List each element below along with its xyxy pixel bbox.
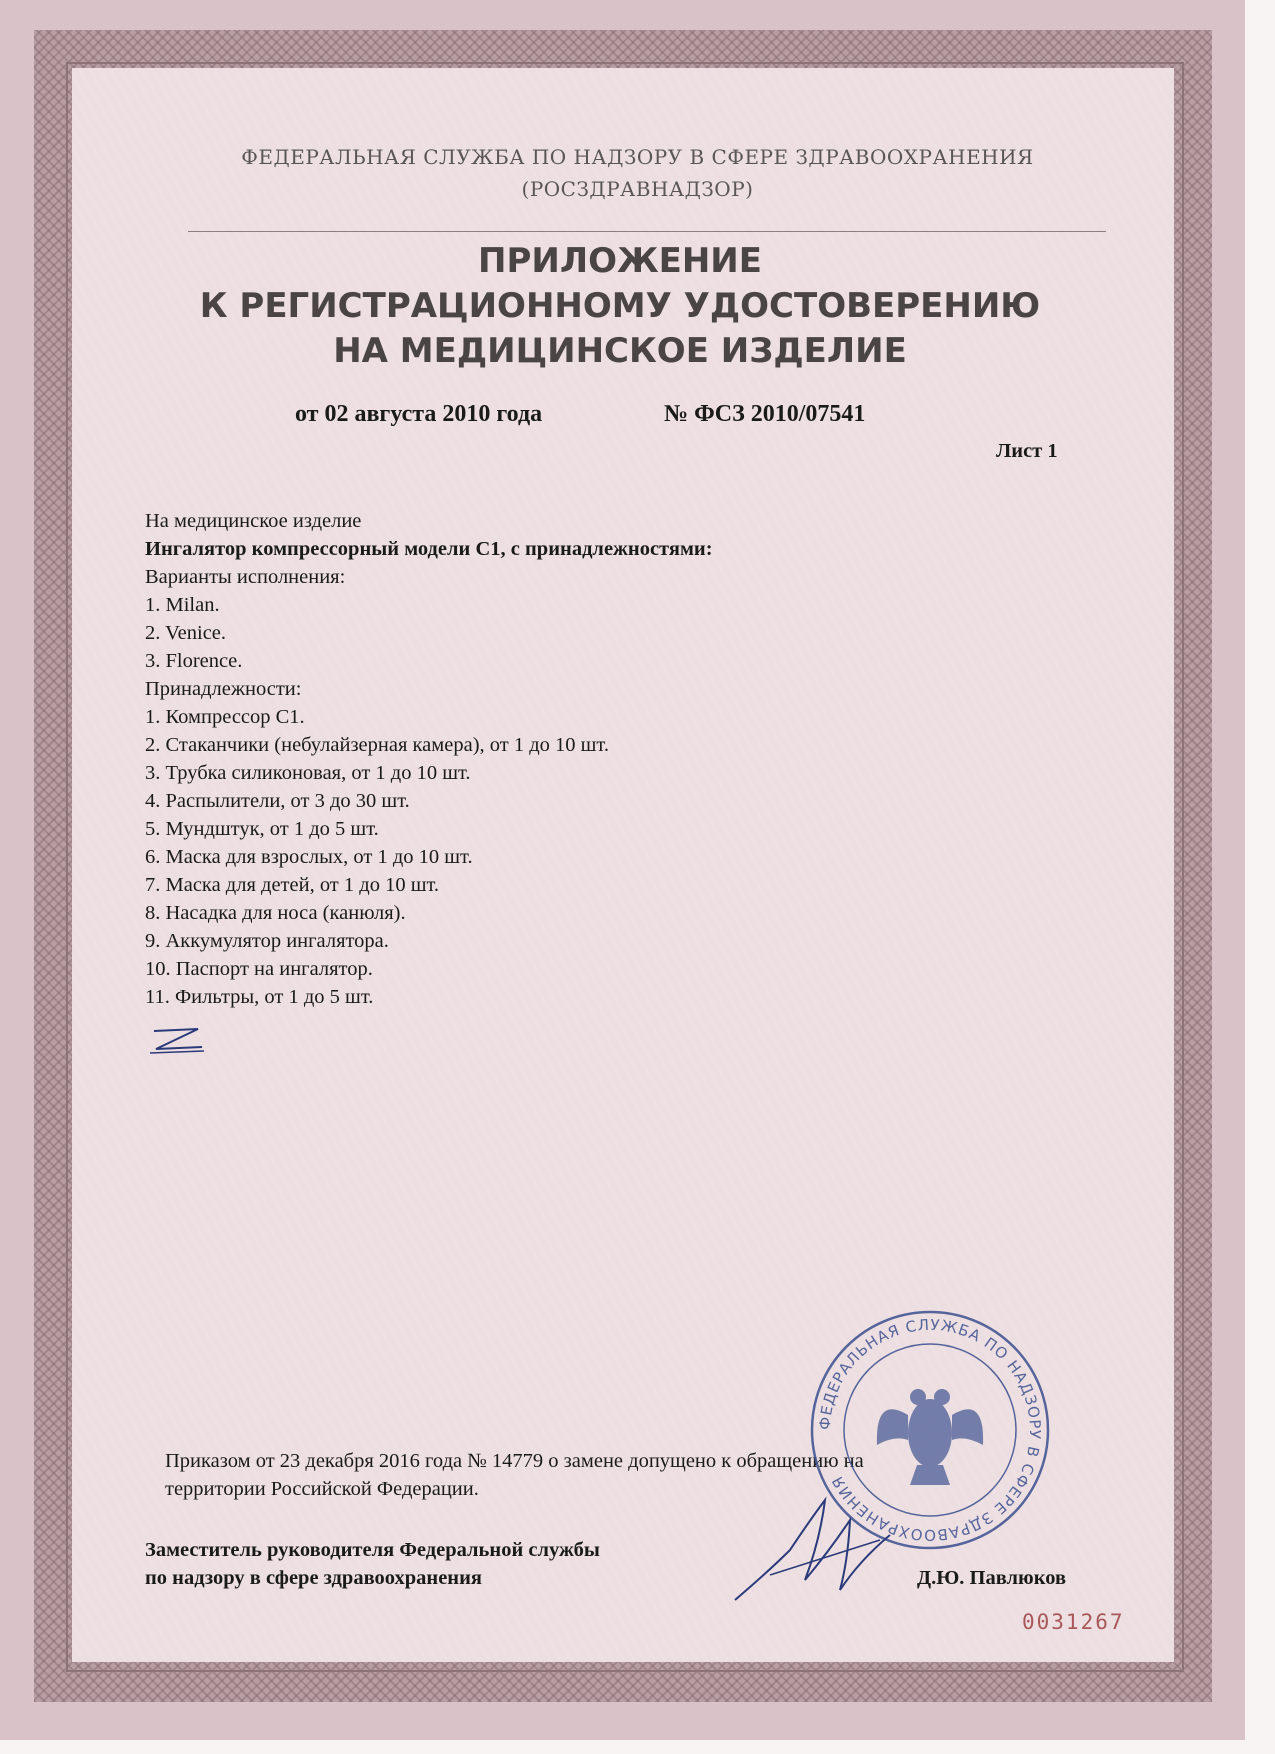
accessory-item: 8. Насадка для носа (канюля).	[145, 902, 406, 924]
signer-title-line-2: по надзору в сфере здравоохранения	[145, 1567, 483, 1589]
eagle-emblem-icon	[877, 1389, 983, 1485]
signer-title-line-1: Заместитель руководителя Федеральной службы	[145, 1539, 600, 1561]
serial-number: 0031267	[1022, 1610, 1125, 1634]
pen-end-mark	[148, 1025, 208, 1057]
accessory-item: 7. Маска для детей, от 1 до 10 шт.	[145, 874, 440, 896]
accessory-item: 11. Фильтры, от 1 до 5 шт.	[145, 986, 374, 1008]
registration-date: от 02 августа 2010 года	[295, 401, 543, 427]
document-title-line-2: К РЕГИСТРАЦИОННОМУ УДОСТОВЕРЕНИЮ	[199, 286, 1041, 326]
accessory-item: 9. Аккумулятор ингалятора.	[145, 930, 389, 952]
order-text-line-1: Приказом от 23 декабря 2016 года № 14779 о замене допущено к обращению на	[165, 1450, 864, 1472]
accessories-label: Принадлежности:	[145, 678, 302, 700]
accessory-item: 10. Паспорт на ингалятор.	[145, 958, 373, 980]
intro-text: На медицинское изделие	[145, 510, 362, 532]
variant-item: 1. Milan.	[145, 594, 220, 616]
agency-short-name: (РОСЗДРАВНАДЗОР)	[521, 177, 754, 201]
document-title-line-1: ПРИЛОЖЕНИЕ	[478, 241, 762, 281]
accessory-item: 5. Мундштук, от 1 до 5 шт.	[145, 818, 379, 840]
sheet-number: Лист 1	[996, 440, 1058, 462]
variant-item: 3. Florence.	[145, 650, 243, 672]
registration-number: № ФСЗ 2010/07541	[664, 401, 866, 427]
handwritten-signature	[730, 1480, 910, 1610]
accessory-item: 4. Распылители, от 3 до 30 шт.	[145, 790, 410, 812]
product-name: Ингалятор компрессорный модели С1, с принадлежностями:	[145, 538, 713, 560]
accessory-item: 1. Компрессор С1.	[145, 706, 305, 728]
variants-label: Варианты исполнения:	[145, 566, 346, 588]
accessory-item: 2. Стаканчики (небулайзерная камера), от 1 до 10 шт.	[145, 734, 609, 756]
signer-name: Д.Ю. Павлюков	[917, 1567, 1067, 1589]
agency-name: ФЕДЕРАЛЬНАЯ СЛУЖБА ПО НАДЗОРУ В СФЕРЕ ЗДРАВООХРАНЕНИЯ	[241, 145, 1034, 169]
variant-item: 2. Venice.	[145, 622, 227, 644]
document-title-line-3: НА МЕДИЦИНСКОЕ ИЗДЕЛИЕ	[333, 331, 907, 371]
accessory-item: 3. Трубка силиконовая, от 1 до 10 шт.	[145, 762, 471, 784]
header-divider	[188, 231, 1106, 232]
order-text-line-2: территории Российской Федерации.	[165, 1478, 479, 1500]
seal-text: ФЕДЕРАЛЬНАЯ СЛУЖБА ПО НАДЗОРУ В СФЕРЕ ЗДРАВООХРАНЕНИЯ	[815, 1315, 1045, 1545]
accessory-item: 6. Маска для взрослых, от 1 до 10 шт.	[145, 846, 473, 868]
